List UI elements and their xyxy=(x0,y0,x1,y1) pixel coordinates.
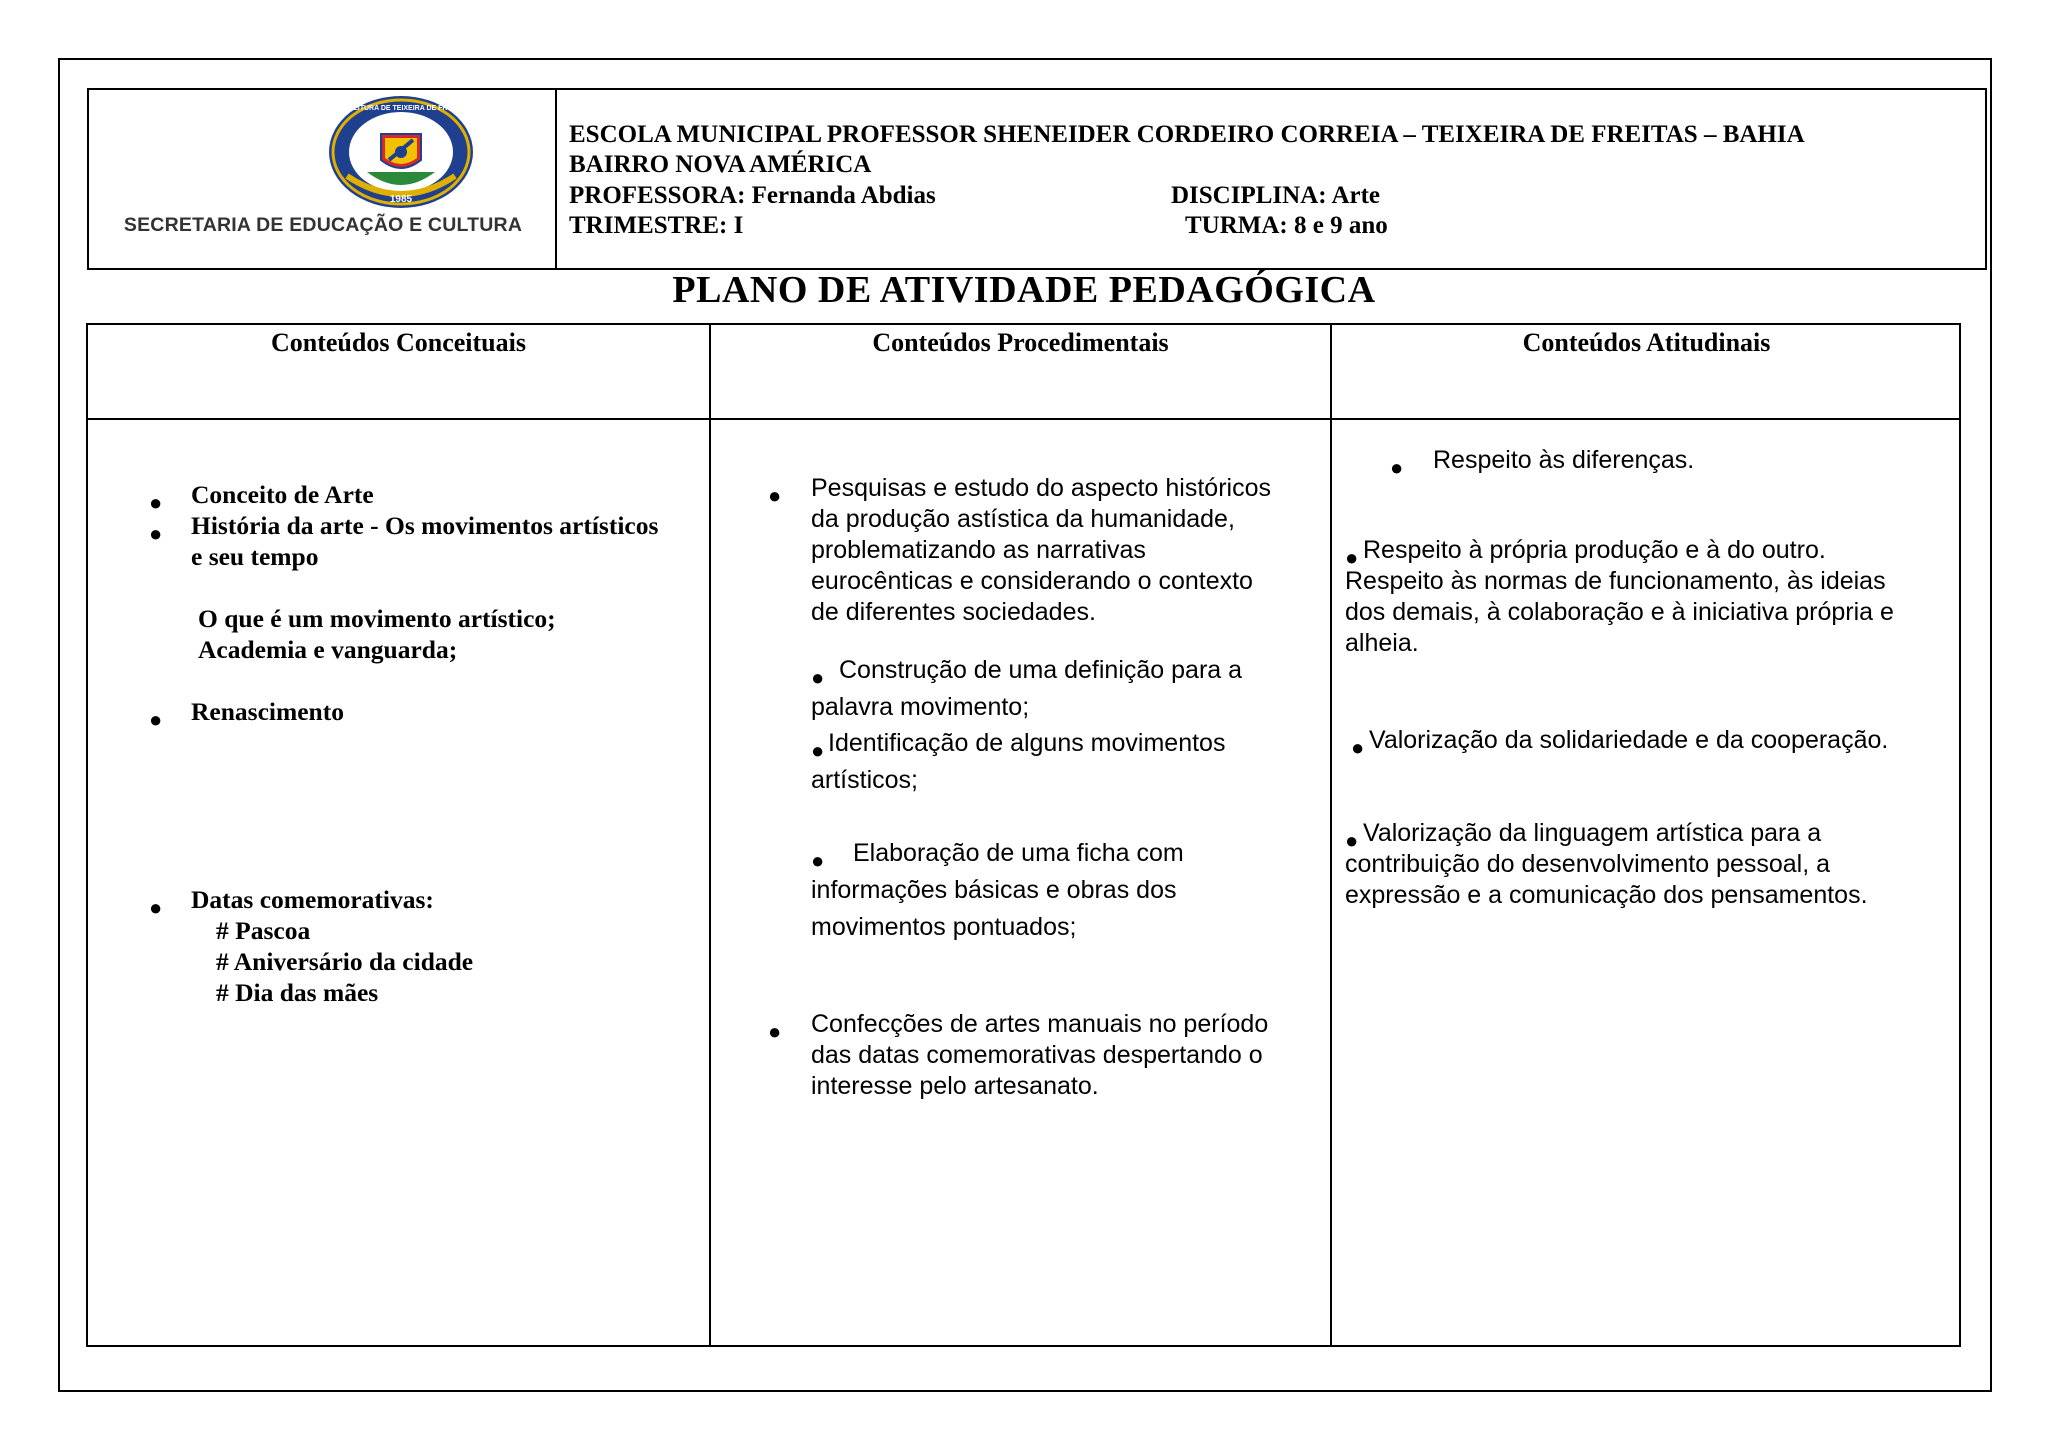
date-item: # Dia das mães xyxy=(216,978,379,1007)
list-item-continuation: expressão e a comunicação dos pensamentos. xyxy=(1345,881,1868,909)
bullet-icon: ● xyxy=(811,665,825,690)
bullet-icon: ● xyxy=(149,895,163,920)
class-group: TURMA: 8 e 9 ano xyxy=(1185,212,1388,239)
list-item: Pesquisas e estudo do aspecto históricos xyxy=(811,474,1271,502)
svg-text:PREFEITURA DE TEIXEIRA DE FREI: PREFEITURA DE TEIXEIRA DE FREITAS xyxy=(334,105,468,112)
list-item-continuation: dos demais, à colaboração e à iniciativa própria e xyxy=(1345,598,1894,626)
bullet-icon: ● xyxy=(768,483,782,508)
list-item: Confecções de artes manuais no período xyxy=(811,1010,1269,1038)
list-item-continuation: das datas comemorativas despertando o xyxy=(811,1041,1263,1069)
list-item-continuation: movimentos pontuados; xyxy=(811,913,1077,941)
bullet-icon: ● xyxy=(1390,455,1404,480)
bullet-icon: ● xyxy=(811,848,825,873)
list-item: História da arte - Os movimentos artísticos xyxy=(191,511,659,540)
list-item: Conceito de Arte xyxy=(191,480,374,509)
document-header xyxy=(87,88,1987,270)
plan-table xyxy=(86,323,1961,1347)
list-item: Valorização da solidariedade e da cooperação. xyxy=(1369,726,1889,754)
list-item: Datas comemorativas: xyxy=(191,885,434,914)
date-item: # Pascoa xyxy=(216,916,311,945)
bullet-icon: ● xyxy=(149,490,163,515)
bullet-icon: ● xyxy=(1351,735,1365,760)
list-item: Elaboração de uma ficha com xyxy=(853,839,1184,867)
list-item: Valorização da linguagem artística para a xyxy=(1363,819,1822,847)
school-info xyxy=(557,90,1985,268)
bullet-icon: ● xyxy=(1345,545,1359,570)
column-divider xyxy=(1330,325,1332,1345)
trimester: TRIMESTRE: I xyxy=(569,212,744,239)
list-item-continuation: alheia. xyxy=(1345,629,1419,657)
sub-item: O que é um movimento artístico; xyxy=(198,604,556,633)
list-item-continuation: eurocênticas e considerando o contexto xyxy=(811,567,1253,595)
school-name: ESCOLA MUNICIPAL PROFESSOR SHENEIDER CORDEIRO CORREIA – TEIXEIRA DE FREITAS – BAHIA xyxy=(569,121,1805,148)
list-item: Identificação de alguns movimentos xyxy=(828,729,1226,757)
column-header-conceituais: Conteúdos Conceituais xyxy=(271,328,526,357)
column-header-procedimentais: Conteúdos Procedimentais xyxy=(872,328,1169,357)
list-item-continuation: Respeito às normas de funcionamento, às ideias xyxy=(1345,567,1886,595)
list-item-continuation: problematizando as narrativas xyxy=(811,536,1146,564)
svg-text:1985: 1985 xyxy=(389,194,413,205)
bullet-icon: ● xyxy=(149,707,163,732)
date-item: # Aniversário da cidade xyxy=(216,947,474,976)
list-item-continuation: contribuição do desenvolvimento pessoal, a xyxy=(1345,850,1831,878)
column-header-atitudinais: Conteúdos Atitudinais xyxy=(1522,328,1771,357)
bullet-icon: ● xyxy=(811,738,825,763)
list-item: Respeito às diferenças. xyxy=(1433,446,1695,474)
list-item-continuation: e seu tempo xyxy=(191,542,319,571)
logo-cell xyxy=(89,90,557,268)
municipal-seal-icon xyxy=(327,94,477,214)
page-title: PLANO DE ATIVIDADE PEDAGÓGICA xyxy=(672,269,1376,311)
discipline: DISCIPLINA: Arte xyxy=(1171,182,1381,209)
column-divider xyxy=(709,325,711,1345)
list-item: Renascimento xyxy=(191,697,344,726)
list-item-continuation: de diferentes sociedades. xyxy=(811,598,1096,626)
list-item-continuation: interesse pelo artesanato. xyxy=(811,1072,1099,1100)
list-item-continuation: informações básicas e obras dos xyxy=(811,876,1177,904)
list-item-continuation: da produção astística da humanidade, xyxy=(811,505,1235,533)
header-row-divider xyxy=(88,418,1959,420)
bullet-icon: ● xyxy=(1345,828,1359,853)
bullet-icon: ● xyxy=(768,1019,782,1044)
list-item-continuation: artísticos; xyxy=(811,766,918,794)
teacher-name: PROFESSORA: Fernanda Abdias xyxy=(569,182,936,209)
list-item-continuation: palavra movimento; xyxy=(811,693,1030,721)
bullet-icon: ● xyxy=(149,521,163,546)
sub-item: Academia e vanguarda; xyxy=(198,635,458,664)
list-item: Construção de uma definição para a xyxy=(839,656,1243,684)
list-item: Respeito à própria produção e à do outro. xyxy=(1363,536,1826,564)
school-district: BAIRRO NOVA AMÉRICA xyxy=(569,151,872,178)
secretaria-label: SECRETARIA DE EDUCAÇÃO E CULTURA xyxy=(123,214,523,236)
